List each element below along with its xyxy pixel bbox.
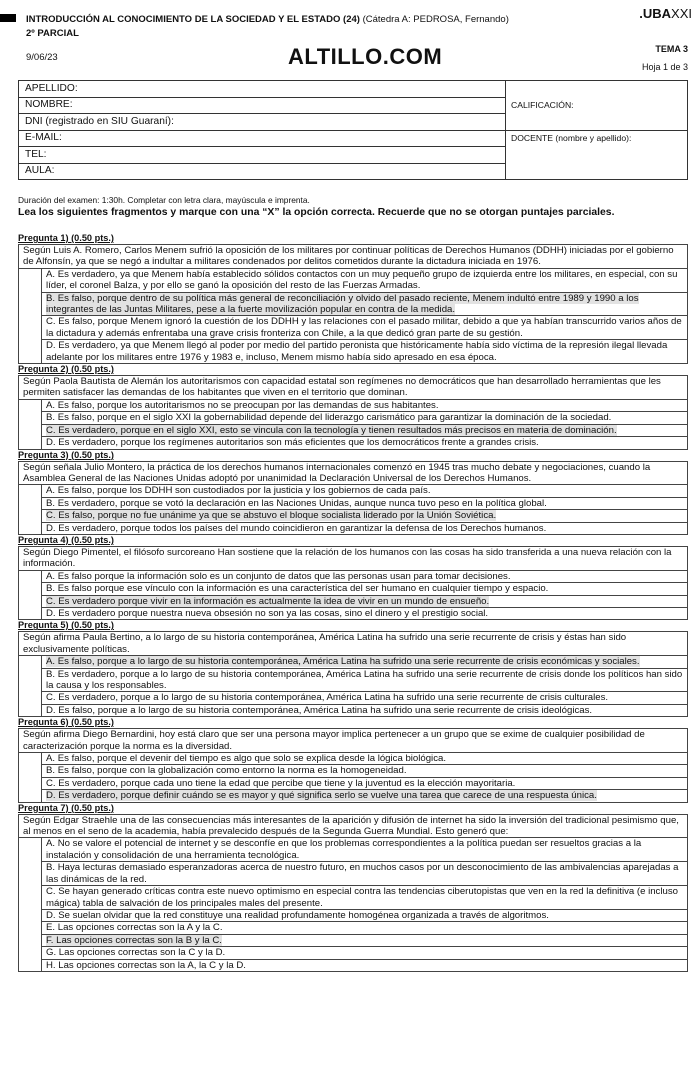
dni-field[interactable]: DNI (registrado en SIU Guaraní): [19,114,505,131]
exam-date: 9/06/23 [26,52,58,63]
answer-option[interactable] [41,935,687,947]
question-block [18,631,688,717]
answer-option[interactable] [41,910,687,922]
site-watermark: ALTILLO.COM [288,44,443,69]
question-title: Pregunta 5) (0.50 pts.) [18,620,114,631]
question-title: Pregunta 6) (0.50 pts.) [18,717,114,728]
answer-option-text: D. Es verdadero porque nuestra nueva obsesión no son ya las cosas, sino el dinero y el prestigio social. [46,607,489,619]
docente-field[interactable]: DOCENTE (nombre y apellido): [511,133,632,143]
question-title: Pregunta 4) (0.50 pts.) [18,534,114,545]
answer-option[interactable] [41,583,687,595]
answer-option-text: B. Es verdadero, porque a lo largo de su historia contemporánea, América Latina ha sufrido una serie recurrente de crisis donde los políticos han sido la causa y los responsables. [46,668,683,691]
answer-option[interactable] [41,753,687,765]
duration-note: Duración del examen: 1:30h. Completar con letra clara, mayúscula e imprenta. [18,195,310,205]
answer-option[interactable] [41,523,687,534]
answer-option[interactable] [41,608,687,619]
tema-label: TEMA 3 [655,44,688,54]
answer-option[interactable] [41,960,687,971]
answer-option[interactable] [41,669,687,693]
answer-option-text: D. Se suelan olvidar que la red constituye una realidad profundamente homogénea organizada a través de algoritmos. [46,909,549,921]
apellido-field[interactable]: APELLIDO: [19,81,505,98]
question-block [18,461,688,535]
question-block [18,375,688,449]
parcial-label: 2º PARCIAL [26,28,79,39]
answer-option[interactable] [41,293,687,317]
question-stem: Según afirma Paula Bertino, a lo largo de su historia contemporánea, América Latina ha sufrido una serie recurrente de crisis y éstas han sido exclusivamente políticas. [19,632,687,656]
answer-option-text: D. Es verdadero, porque todos los países del mundo coincidieron en garantizar la defensa de los Derechos humanos. [46,522,547,534]
corner-mark [0,14,16,22]
question-title: Pregunta 3) (0.50 pts.) [18,449,114,460]
question-title: Pregunta 7) (0.50 pts.) [18,802,114,813]
question-stem: Según afirma Diego Bernardini, hoy está claro que ser una persona mayor implica pertenecer a un grupo que se exime de cualquier posibilidad de caracterización porque la norma es la diversidad. [19,729,687,753]
answer-option[interactable] [41,498,687,510]
answer-option-text: G. Las opciones correctas son la C y la D. [46,947,226,959]
course-title: INTRODUCCIÓN AL CONOCIMIENTO DE LA SOCIEDAD Y EL ESTADO (24) (Cátedra A: PEDROSA, Fernando) [26,14,509,25]
answer-option-text: C. Es verdadero, porque a lo largo de su historia contemporánea, América Latina ha sufrido una serie recurrente de crisis culturales. [46,692,609,704]
answer-option-text: B. Es falso porque ese vínculo con la información es una característica del ser humano en cualquier tiempo y espacio. [46,583,549,595]
answer-option-text: H. Las opciones correctas son la A, la C y la D. [46,959,246,971]
question-title: Pregunta 1) (0.50 pts.) [18,233,114,243]
answer-option[interactable] [41,510,687,522]
answer-option[interactable] [41,886,687,910]
answer-option[interactable] [41,947,687,959]
answer-option[interactable] [41,412,687,424]
answer-option-text: C. Es verdadero, porque cada uno tiene la edad que percibe que tiene y la juventud es la elección mayoritaria. [46,777,516,789]
calificacion-field[interactable]: CALIFICACIÓN: [506,81,687,131]
answer-option[interactable] [41,765,687,777]
answer-option-text: A. Es verdadero, ya que Menem había establecido sólidos contactos con un muy pequeño grupo de izquierda entre los militares, en especial, con su líder, el coronel Balza, y por ello se ganó la oposición del resto de las Fuerzas Armadas. [46,268,678,292]
question-block [18,814,688,972]
answer-option[interactable] [41,692,687,704]
answer-option-text: A. Es falso, porque el devenir del tiempo es algo que solo se explica desde la lógica biológica. [46,753,446,765]
question-stem: Según Paola Bautista de Alemán los autoritarismos con capacidad estatal son regímenes no democráticos que han desarrollado herramientas que les permiten satisfacer las demandas de los habitantes que viven en el territorio que dominan. [19,376,687,400]
answer-option[interactable] [41,316,687,340]
email-field[interactable]: E-MAIL: [19,131,505,148]
question-stem: Según Luis A. Romero, Carlos Menem sufrió la oposición de los militares por continuar políticas de Derechos Humanos (DDHH) iniciadas por el gobierno de Alfonsín, ya que se negó a indultar a militares condenados por delitos cometidos durante la dictadura iniciada en 1976. [19,245,687,269]
answer-option-text: C. Es falso, porque Menem ignoró la cuestión de los DDHH y las relaciones con el pasado militar, debido a que ya habían transcurrido varios años de la dictadura y además enfrentaba una grave crisis fronteriza con Chile, a la que dedicó gran parte de su gestión. [46,316,682,339]
answer-option[interactable] [41,922,687,934]
answer-option-text: D. Es falso, porque a lo largo de su historia contemporánea, América Latina ha sufrido una serie recurrente de crisis ideológicas. [46,704,593,716]
question-title: Pregunta 2) (0.50 pts.) [18,364,114,375]
answer-option-text: A. Es falso porque la información solo es un conjunto de datos que las personas usan para tomar decisiones. [46,570,511,582]
answer-option-text: C. Se hayan generado críticas contra este nuevo optimismo en especial contra las tendencias ciberutopistas que ven en la red la definitiva (e incluso mágica) tabla de salvación de los principales males del presente. [46,886,678,909]
answer-option-text: A. Es falso, porque los DDHH son custodiados por la justicia y los gobiernos de cada país. [46,485,431,497]
uba-logo: .UBAXXI [639,6,692,21]
answer-option-text: C. Es falso, porque no fue unánime ya que se abstuvo el bloque socialista liderado por la Unión Soviética. [46,510,497,522]
answer-option-text: C. Es verdadero, porque en el siglo XXI, esto se vincula con la tecnología y tienen resultados más precisos en materia de dominación. [46,424,617,436]
answer-option[interactable] [41,340,687,363]
answer-option-text: C. Es verdadero porque vivir en la información es actualmente la idea de vivir en un mundo de ensueño. [46,595,490,607]
answer-option-text: A. Es falso, porque los autoritarismos no se preocupan por las demandas de sus habitantes. [46,399,439,411]
answer-option[interactable] [41,705,687,716]
answer-option[interactable] [41,437,687,448]
answer-option-text: B. Es falso, porque dentro de su política más general de reconciliación y olvido del pasado reciente, Menem indultó entre 1989 y 1990 a los integrantes de las Juntas Militares, pese a la fuerte movilización popular en contra de la medida. [46,292,639,316]
answer-option[interactable] [41,571,687,583]
answer-option[interactable] [41,485,687,497]
answer-option-text: B. Haya lecturas demasiado esperanzadoras acerca de nuestro futuro, en muchos casos por un desconocimiento de las ambivalencias aparejadas a las dinámicas de la red. [46,862,679,885]
answer-option-text: A. Es falso, porque a lo largo de su historia contemporánea, América Latina ha sufrido una serie recurrente de crisis económicas y sociales. [46,656,640,668]
answer-option-text: D. Es verdadero, porque los regímenes autoritarios son más eficientes que los democráticos frente a grandes crisis. [46,437,539,449]
answer-option-text: B. Es verdadero, porque se votó la declaración en las Naciones Unidas, aunque nunca tuvo peso en la política global. [46,497,547,509]
tel-field[interactable]: TEL: [19,147,505,164]
answer-option[interactable] [41,400,687,412]
answer-option-text: B. Es falso, porque con la globalización como entorno la norma es la homogeneidad. [46,765,407,777]
answer-option[interactable] [41,778,687,790]
question-block [18,728,688,802]
page-counter: Hoja 1 de 3 [641,62,688,72]
question-stem: Según señala Julio Montero, la práctica de los derechos humanos internacionales comenzó en 1945 tras mucho debate y negociaciones, cuando la Asamblea General de las Naciones Unidas adoptó por unanimidad la Declaración Universal de los Derechos Humanos. [19,462,687,486]
student-id-table [18,80,688,180]
question-block [18,244,688,364]
nombre-field[interactable]: NOMBRE: [19,98,505,115]
answer-option-text: D. Es verdadero, ya que Menem llegó al poder por medio del partido peronista que históricamente había sido víctima de la represión ilegal llevada adelante por los militares entre 1976 y 1983 e, incluso, Menem mismo había sido apresado en esa época. [46,340,668,363]
answer-option-text: F. Las opciones correctas son la B y la C. [46,934,222,946]
question-block [18,546,688,620]
answer-option-text: B. Es falso, porque en el siglo XXI la gobernabilidad depende del liderazgo carismático para garantizar la dominación de la sociedad. [46,412,612,424]
answer-option[interactable] [41,656,687,668]
answer-option[interactable] [41,862,687,886]
answer-option-text: E. Las opciones correctas son la A y la C. [46,922,223,934]
instructions: Lea los siguientes fragmentos y marque con una “X” la opción correcta. Recuerde que no se otorgan puntajes parciales. [18,207,615,218]
aula-field[interactable]: AULA: [25,165,55,177]
answer-option[interactable] [41,425,687,437]
answer-option[interactable] [41,790,687,801]
question-stem: Según Edgar Straehle una de las consecuencias más interesantes de la aparición y difusión de internet ha sido la inversión del tradicional pesimismo que, al menos en el seno de la academia, había prevalecido después de la Segunda Guerra Mundial. Esto generó que: [19,815,687,839]
answer-option[interactable] [41,269,687,293]
question-stem: Según Diego Pimentel, el filósofo surcoreano Han sostiene que la relación de los humanos con las cosas ha sido transferida a una nueva relación con la información. [19,547,687,571]
answer-option[interactable] [41,838,687,862]
answer-option-text: A. No se valore el potencial de internet y se desconfíe en que los problemas correspondientes a la política puedan ser resueltos gracias a la instalación y consolidación de una herramienta tecnológica. [46,838,642,861]
questions-area [18,233,688,972]
answer-option[interactable] [41,596,687,608]
answer-option-text: D. Es verdadero, porque definir cuándo se es mayor y qué significa serlo se vuelve una tarea que carece de una respuesta única. [46,790,597,802]
